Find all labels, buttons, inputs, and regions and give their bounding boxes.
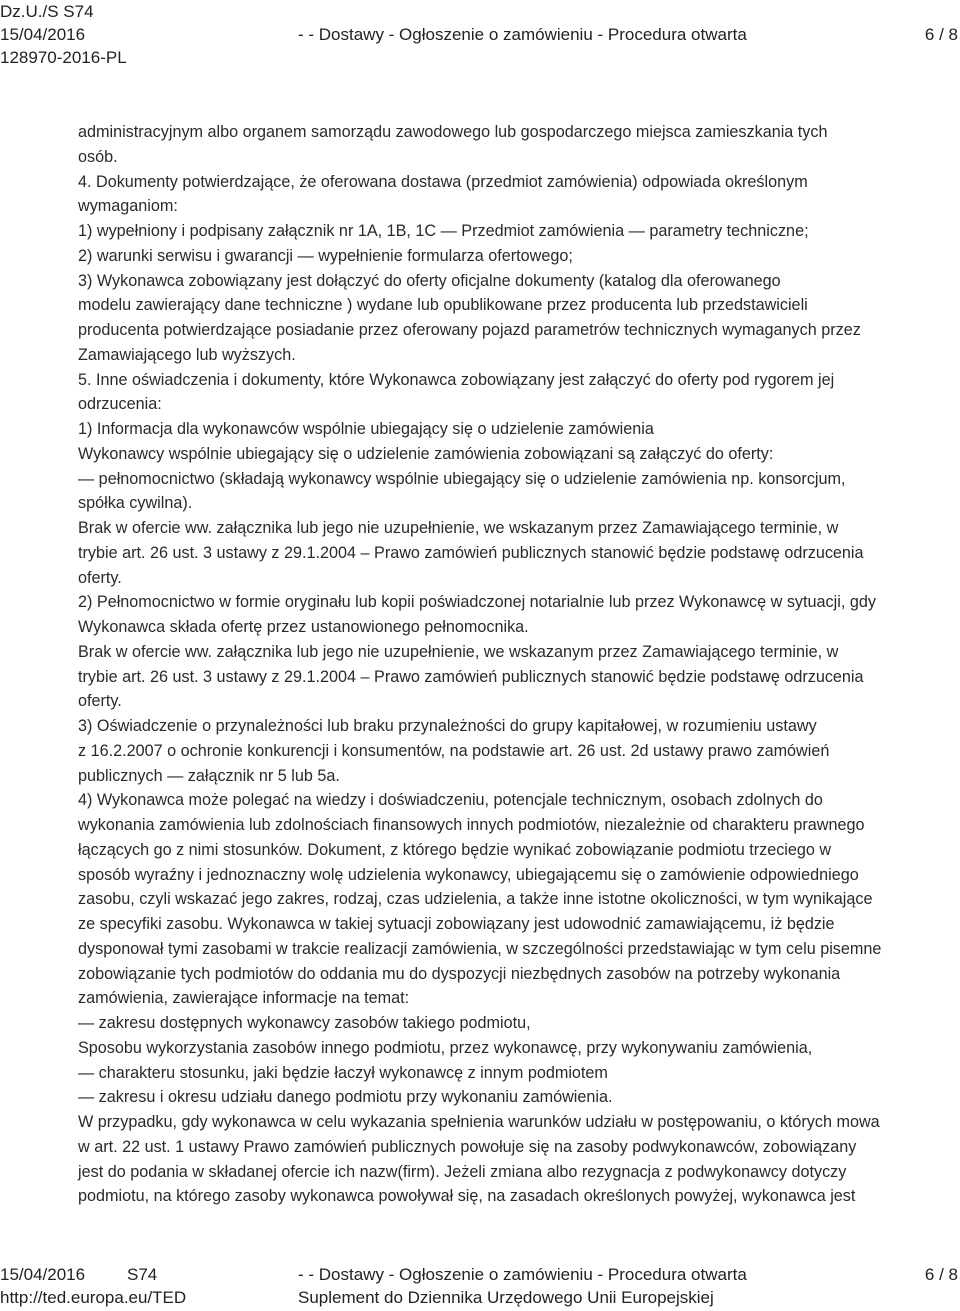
header-date: 15/04/2016 xyxy=(0,25,86,44)
body-line: oferty. xyxy=(78,692,122,711)
body-line: dysponował tymi zasobami w trakcie realizacji zamówienia, w szczególności przedstawiając w tym celu pisemne xyxy=(78,939,882,958)
body-line: wykonania zamówienia lub zdolnościach finansowych innych podmiotów, niezależnie od charakteru prawnego xyxy=(78,816,865,834)
body-line: 2) Pełnomocnictwo w formie oryginału lub kopii poświadczonej notarialnie lub przez Wykonawcę w sytuacji, gdy xyxy=(78,593,876,612)
body-line: 5. Inne oświadczenia i dokumenty, które Wykonawca zobowiązany jest załączyć do oferty pod rygorem jej xyxy=(78,370,835,389)
body-line: 1) wypełniony i podpisany załącznik nr 1A, 1B, 1C — Przedmiot zamówienia — parametry techniczne; xyxy=(78,222,809,240)
body-line: oferty. xyxy=(78,568,122,587)
body-line: z 16.2.2007 o ochronie konkurencji i konsumentów, na podstawie art. 26 ust. 2d ustawy prawo zamówień xyxy=(78,741,830,760)
body-line: łączących go z nimi stosunków. Dokument, z którego będzie wynikać zobowiązanie podmiotu trzeciego w xyxy=(78,840,832,859)
body-line: — charakteru stosunku, jaki będzie łaczył wykonawcę z innym podmiotem xyxy=(78,1063,608,1082)
footer-row-1 xyxy=(0,1263,960,1286)
body-line: ze specyfiki zasobu. Wykonawca w takiej sytuacji zobowiązany jest udowodnić zamawiającemu, iż będzie xyxy=(78,915,835,933)
body-line: 2) warunki serwisu i gwarancji — wypełnienie formularza ofertowego; xyxy=(78,246,573,265)
notice-number: 128970-2016-PL xyxy=(0,48,127,67)
header-row-3 xyxy=(0,46,960,69)
body-line: jest do podania w składanej ofercie ich nazw(firm). Jeżeli zmiana albo rezygnacja z podwykonawcy dotyczy xyxy=(78,1162,847,1181)
body-line: 1) Informacja dla wykonawców wspólnie ubiegający się o udzielenie zamówienia xyxy=(78,420,654,438)
footer-series: S74 xyxy=(127,1265,158,1284)
body-line: Brak w ofercie ww. załącznika lub jego nie uzupełnienie, we wskazanym przez Zamawiającego terminie, w xyxy=(78,642,839,661)
body-line: 4. Dokumenty potwierdzające, że oferowana dostawa (przedmiot zamówienia) odpowiada określonym xyxy=(78,172,808,191)
body-line: Wykonawca składa ofertę przez ustanowionego pełnomocnika. xyxy=(78,618,529,636)
body-line: 4) Wykonawca może polegać na wiedzy i doświadczeniu, potencjale technicznym, osobach zdolnych do xyxy=(78,791,823,810)
body-line: modelu zawierający dane techniczne ) wydane lub opublikowane przez producenta lub przedstawicieli xyxy=(78,296,808,315)
body-line: w art. 22 ust. 1 ustawy Prawo zamówień publicznych powołuje się na zasoby podwykonawców, zobowiązany xyxy=(78,1137,857,1156)
body-line: odrzucenia: xyxy=(78,395,162,414)
body-line: 3) Wykonawca zobowiązany jest dołączyć do oferty oficjalne dokumenty (katalog dla oferowanego xyxy=(78,271,781,290)
body-line: trybie art. 26 ust. 3 ustawy z 29.1.2004 – Prawo zamówień publicznych stanowić będzie podstawę odrzucenia xyxy=(78,543,864,562)
body-line: sposób wyraźny i jednoznaczny wolę udzielenia wykonawcy, ubiegającemu się o zamówienie odpowiedniego xyxy=(78,865,859,884)
page-footer xyxy=(0,1263,960,1309)
body-line: W przypadku, gdy wykonawca w celu wykazania spełnienia warunków udziału w postępowaniu, o których mowa xyxy=(78,1113,880,1131)
body-line: zasobu, czyli wskazać jego zakres, rodzaj, czas udzielenia, a także inne istotne okoliczności, w tym wynikające xyxy=(78,890,873,909)
header-row-1 xyxy=(0,0,960,23)
header-row-2 xyxy=(0,23,960,46)
page-header xyxy=(0,0,960,69)
body-line: zamówienia, zawierające informacje na temat: xyxy=(78,989,410,1008)
body-line: 3) Oświadczenie o przynależności lub braku przynależności do grupy kapitałowej, w rozumieniu ustawy xyxy=(78,717,817,735)
body-line: zobowiązanie tych podmiotów do oddania mu do dyspozycji niezbędnych zasobów na potrzeby wykonania xyxy=(78,964,841,983)
body-line: wymaganiom: xyxy=(78,197,178,216)
body-line: — zakresu dostępnych wykonawcy zasobów takiego podmiotu, xyxy=(78,1014,531,1032)
body-line: Zamawiającego lub wyższych. xyxy=(78,345,296,364)
body-line: Wykonawcy wspólnie ubiegający się o udzielenie zamówienia zobowiązani są załączyć do oferty: xyxy=(78,444,774,463)
header-title: - - Dostawy - Ogłoszenie o zamówieniu - Procedura otwarta xyxy=(298,25,747,44)
header-page-number: 6 / 8 xyxy=(924,25,958,44)
footer-title: - - Dostawy - Ogłoszenie o zamówieniu - Procedura otwarta xyxy=(298,1265,747,1284)
document-body xyxy=(78,120,960,1209)
ted-link[interactable]: http://ted.europa.eu/TED xyxy=(0,1288,187,1307)
body-line: producenta potwierdzające posiadanie przez oferowany pojazd parametrów technicznych wymaganych przez xyxy=(78,321,861,339)
body-line: — zakresu i okresu udziału danego podmiotu przy wykonaniu zamówienia. xyxy=(78,1088,613,1107)
body-line: spółka cywilna). xyxy=(78,494,193,513)
footer-date: 15/04/2016 xyxy=(0,1265,86,1284)
journal-ref: Dz.U./S S74 xyxy=(0,2,94,21)
footer-row-2 xyxy=(0,1286,960,1309)
body-line: Brak w ofercie ww. załącznika lub jego nie uzupełnienie, we wskazanym przez Zamawiającego terminie, w xyxy=(78,519,839,537)
body-line: Sposobu wykorzystania zasobów innego podmiotu, przez wykonawcę, przy wykonywaniu zamówienia, xyxy=(78,1038,813,1057)
footer-page-number: 6 / 8 xyxy=(924,1265,958,1284)
body-line: publicznych — załącznik nr 5 lub 5a. xyxy=(78,766,340,785)
supplement-title: Suplement do Dziennika Urzędowego Unii Europejskiej xyxy=(298,1288,714,1307)
body-line: podmiotu, na którego zasoby wykonawca powoływał się, na zasadach określonych powyżej, wykonawca jest xyxy=(78,1187,856,1206)
body-line: osób. xyxy=(78,147,118,166)
body-line: administracyjnym albo organem samorządu zawodowego lub gospodarczego miejsca zamieszkania tych xyxy=(78,123,828,141)
body-line: trybie art. 26 ust. 3 ustawy z 29.1.2004 – Prawo zamówień publicznych stanowić będzie podstawę odrzucenia xyxy=(78,667,864,686)
body-line: — pełnomocnictwo (składają wykonawcy wspólnie ubiegający się o udzielenie zamówienia np. konsorcjum, xyxy=(78,469,846,488)
